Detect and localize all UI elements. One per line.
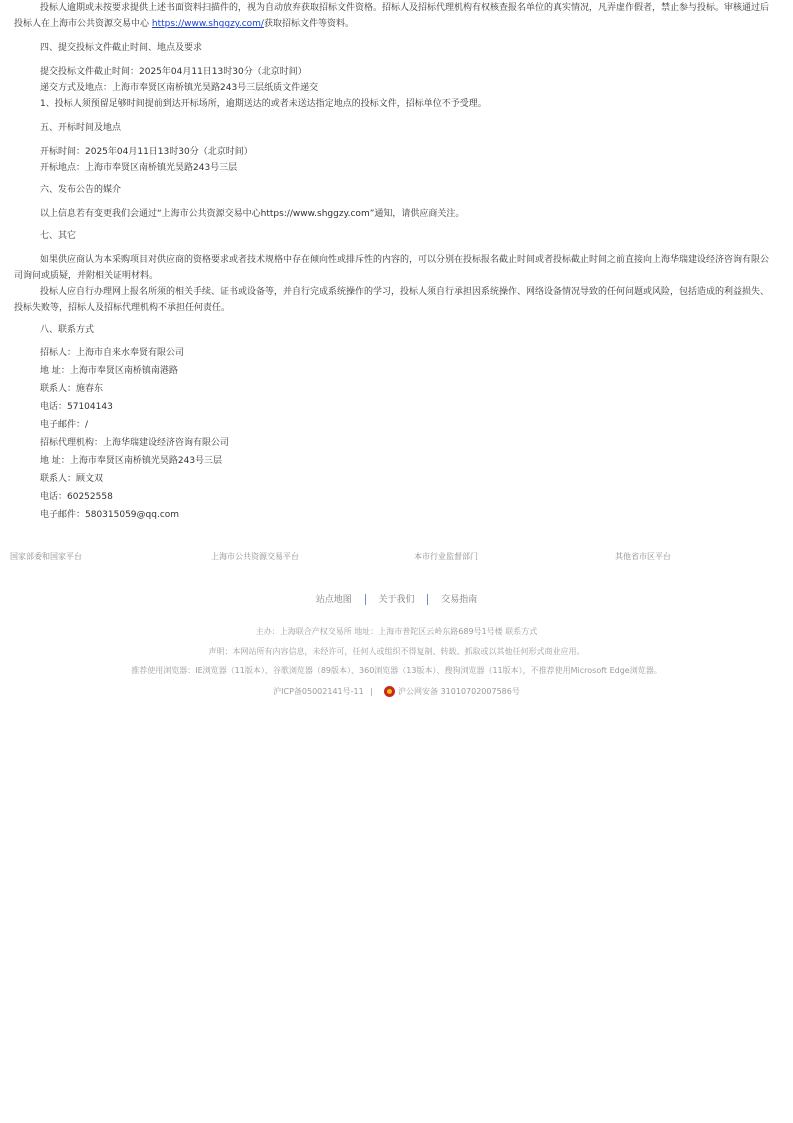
police-record-link[interactable]: 沪公网安备 31010702007586号 [398,687,520,696]
contact-line: 招标人：上海市自来水奉贤有限公司 [40,348,185,358]
trading-guide-link[interactable]: 交易指南 [441,595,478,605]
announcement-body [14,0,777,524]
footer-browser-note: 推荐使用浏览器：IE浏览器（11版本）、谷歌浏览器（89版本）、360浏览器（13版本）、搜狗浏览器（11版本），不推荐使用Microsoft Edge浏览器。 [131,666,662,675]
submission-note: 1、投标人须预留足够时间提前到达开标场所，逾期送达的或者未送达指定地点的投标文件，招标单位不予受理。 [40,99,487,109]
footer-nav [0,592,793,605]
about-us-link[interactable]: 关于我们 [378,595,415,605]
paragraph-challenge: 如果供应商认为本采购项目对供应商的资格要求或者技术规格中存在倾向性或排斥性的内容的，可以分别在投标报名截止时间或者投标截止时间之前直接向上海华瑞建设经济咨询有限公司询问或质疑，并附相关证明材料。 [14,255,770,281]
opening-time: 开标时间：2025年04月11日13时30分（北京时间） [40,147,253,157]
contact-line: 联系人：顾文双 [40,474,104,484]
footer-category-national[interactable]: 国家部委和国家平台 [10,552,82,561]
section-heading-media: 六、发布公告的媒介 [40,185,122,195]
contact-line: 电话：57104143 [40,402,113,412]
registration-divider: | [370,687,373,696]
contact-line: 地 址：上海市奉贤区南桥镇南港路 [40,366,178,376]
paragraph-registration-review: 投标人逾期或未按要求提供上述书面资料扫描件的，视为自动放弃获取招标文件资格。招标人及招标代理机构有权核查报名单位的真实情况，凡弄虚作假者，禁止参与投标。审核通过后投标人在上海市公共资源交易中心 https://www.shggzy.com/获取招标文件等资料。 [14,3,770,29]
contact-line: 电子邮件：580315059@qq.com [40,510,180,520]
submission-deadline: 提交投标文件截止时间：2025年04月11日13时30分（北京时间） [40,67,307,77]
media-notice: 以上信息若有变更我们会通过“上海市公共资源交易中心https://www.shggzy.com”通知，请供应商关注。 [40,209,465,219]
footer-category-other-provinces[interactable]: 其他省市区平台 [615,552,671,561]
footer-statement: 声明：本网站所有内容信息，未经许可，任何人或组织不得复制、转载、抓取或以其他任何形式商业应用。 [208,647,585,656]
footer-category-industry[interactable]: 本市行业监督部门 [414,552,478,561]
section-heading-other: 七、其它 [40,231,77,241]
opening-place: 开标地点：上海市奉贤区南桥镇光昊路243号三层 [40,163,238,173]
police-badge-icon [384,686,395,697]
contact-line: 联系人：施春东 [40,384,104,394]
footer-category-links [0,551,793,565]
section-heading-submission: 四、提交投标文件截止时间、地点及要求 [40,43,203,53]
section-heading-opening: 五、开标时间及地点 [40,123,122,133]
contact-line: 招标代理机构：上海华瑞建设经济咨询有限公司 [40,438,230,448]
section-heading-contacts: 八、联系方式 [40,325,95,335]
footer-nav-divider [427,594,428,605]
footer-category-shanghai[interactable]: 上海市公共资源交易平台 [211,552,299,561]
sitemap-link[interactable]: 站点地图 [315,595,352,605]
icp-link[interactable]: 沪ICP备05002141号-11 [273,687,364,696]
submission-method: 递交方式及地点：上海市奉贤区南桥镇光昊路243号三层纸质文件递交 [40,83,319,93]
contact-line: 电子邮件：/ [40,420,89,430]
contact-line: 电话：60252558 [40,492,113,502]
footer-registration [0,686,793,697]
footer-nav-divider [365,594,366,605]
contact-line: 地 址：上海市奉贤区南桥镇光昊路243号三层 [40,456,223,466]
shggzy-link[interactable]: https://www.shggzy.com/ [151,19,264,29]
footer-sponsor: 主办：上海联合产权交易所 地址：上海市普陀区云岭东路689号1号楼 联系方式 [255,627,538,636]
contact-list [14,344,777,524]
paragraph-responsibility: 投标人应自行办理网上报名所须的相关手续、证书或设备等，并自行完成系统操作的学习，投标人须自行承担因系统操作、网络设备情况导致的任何问题或风险，包括造成的利益损失、投标失败等，招标人及招标代理机构不承担任何责任。 [14,287,770,313]
